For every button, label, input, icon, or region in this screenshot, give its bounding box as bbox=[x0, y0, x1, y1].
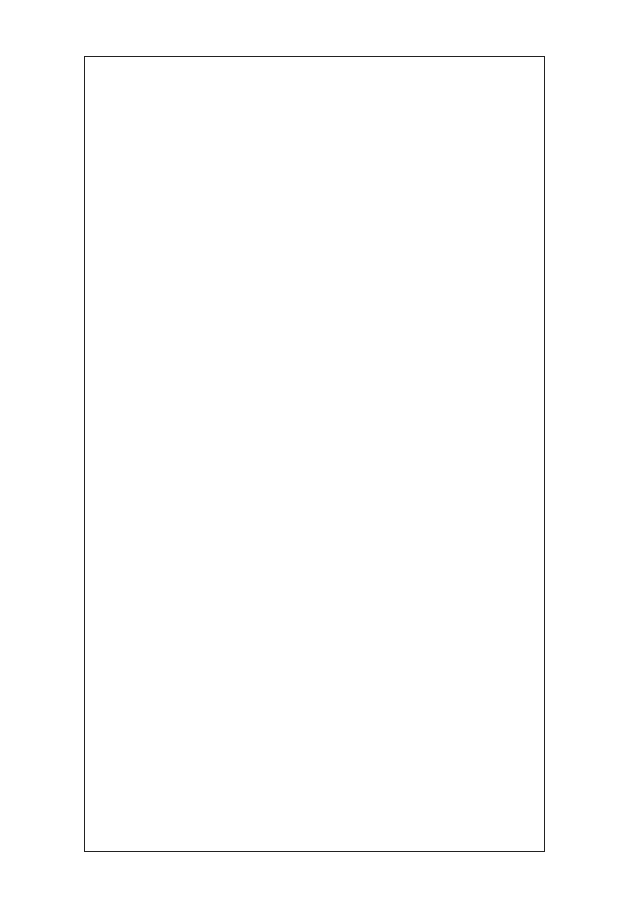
revenue-table bbox=[84, 56, 545, 852]
footer bbox=[555, 822, 567, 852]
